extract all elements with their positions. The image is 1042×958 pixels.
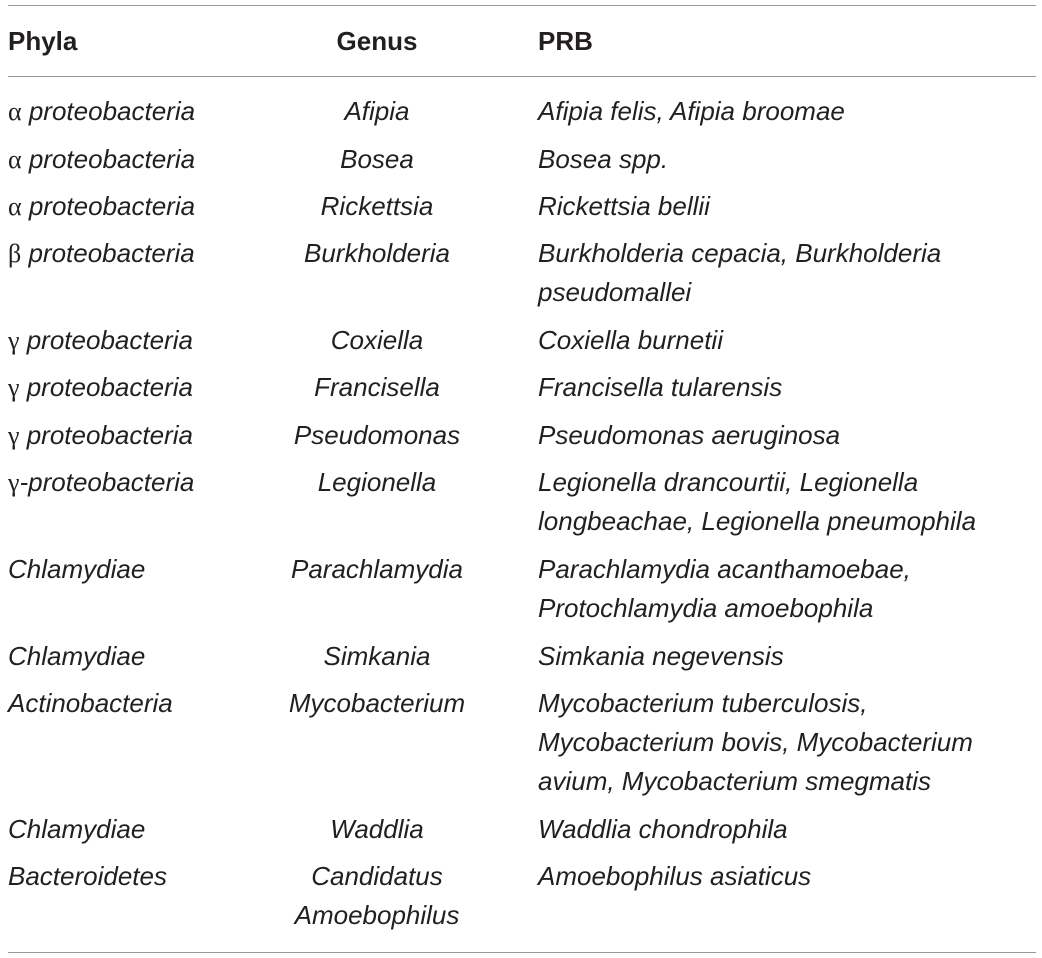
genus-line: Amoebophilus bbox=[294, 900, 460, 930]
cell-phyla bbox=[8, 810, 145, 849]
prb-line: Parachlamydia acanthamoebae, bbox=[538, 554, 911, 584]
cell-prb bbox=[538, 92, 845, 131]
cell-phyla bbox=[8, 321, 193, 360]
genus-line: Burkholderia bbox=[304, 238, 450, 268]
cell-phyla bbox=[8, 368, 193, 407]
prb-line: Mycobacterium bovis, Mycobacterium bbox=[538, 727, 973, 757]
cell-prb bbox=[538, 140, 668, 179]
prb-line: Burkholderia cepacia, Burkholderia bbox=[538, 238, 942, 268]
prb-line: Rickettsia bellii bbox=[538, 191, 710, 221]
cell-phyla bbox=[8, 416, 193, 455]
genus-line: Mycobacterium bbox=[288, 688, 466, 718]
cell-prb bbox=[538, 321, 723, 360]
genus-line: Bosea bbox=[340, 144, 414, 174]
phyla-text: Actinobacteria bbox=[8, 688, 173, 718]
header-prb: PRB bbox=[538, 26, 593, 56]
cell-phyla bbox=[8, 234, 195, 273]
cell-prb bbox=[538, 368, 782, 407]
genus-line: Simkania bbox=[323, 641, 431, 671]
cell-genus bbox=[246, 550, 508, 589]
cell-prb bbox=[538, 187, 710, 226]
cell-phyla bbox=[8, 92, 195, 131]
cell-genus bbox=[246, 637, 508, 676]
table-header-rule bbox=[8, 76, 1036, 77]
cell-phyla bbox=[8, 187, 195, 226]
prb-line: Coxiella burnetii bbox=[538, 325, 723, 355]
cell-genus bbox=[246, 234, 508, 273]
prb-line: pseudomallei bbox=[538, 277, 692, 307]
cell-genus bbox=[246, 684, 508, 723]
cell-genus bbox=[246, 416, 508, 455]
cell-phyla bbox=[8, 550, 145, 589]
cell-phyla bbox=[8, 140, 195, 179]
table-bottom-rule bbox=[8, 952, 1036, 953]
genus-line: Francisella bbox=[314, 372, 440, 402]
phyla-text: Chlamydiae bbox=[8, 641, 146, 671]
cell-phyla bbox=[8, 637, 145, 676]
prb-line: Francisella tularensis bbox=[538, 372, 783, 402]
phyla-text: proteobacteria bbox=[19, 372, 193, 402]
phyla-text: Chlamydiae bbox=[8, 554, 146, 584]
cell-prb bbox=[538, 637, 784, 676]
phyla-text: -proteobacteria bbox=[19, 467, 195, 497]
cell-phyla bbox=[8, 463, 194, 502]
cell-prb bbox=[538, 857, 811, 896]
cell-genus bbox=[246, 463, 508, 502]
greek-prefix: γ bbox=[8, 468, 20, 497]
greek-prefix: γ bbox=[8, 421, 20, 450]
cell-prb bbox=[538, 684, 973, 801]
cell-phyla bbox=[8, 857, 167, 896]
cell-prb bbox=[538, 463, 976, 541]
cell-genus bbox=[246, 810, 508, 849]
cell-prb bbox=[538, 550, 911, 628]
phyla-text: Chlamydiae bbox=[8, 814, 146, 844]
cell-prb bbox=[538, 416, 840, 455]
table-top-rule bbox=[8, 5, 1036, 6]
cell-genus bbox=[246, 187, 508, 226]
phyla-text: proteobacteria bbox=[21, 144, 196, 174]
cell-prb bbox=[538, 810, 788, 849]
prb-line: Simkania negevensis bbox=[538, 641, 784, 671]
genus-line: Rickettsia bbox=[320, 191, 434, 221]
header-phyla: Phyla bbox=[8, 26, 78, 56]
greek-prefix: β bbox=[8, 239, 22, 268]
prb-line: Afipia felis, Afipia broomae bbox=[538, 96, 845, 126]
genus-line: Afipia bbox=[344, 96, 410, 126]
greek-prefix: α bbox=[8, 97, 22, 126]
prb-line: longbeachae, Legionella pneumophila bbox=[538, 506, 977, 536]
phyla-text: Bacteroidetes bbox=[8, 861, 167, 891]
genus-line: Waddlia bbox=[330, 814, 424, 844]
cell-genus bbox=[246, 857, 508, 935]
genus-line: Candidatus bbox=[311, 861, 443, 891]
cell-prb bbox=[538, 234, 941, 312]
prb-line: Protochlamydia amoebophila bbox=[538, 593, 874, 623]
cell-genus bbox=[246, 140, 508, 179]
greek-prefix: α bbox=[8, 192, 22, 221]
cell-phyla bbox=[8, 684, 173, 723]
genus-line: Coxiella bbox=[330, 325, 424, 355]
phyla-text: proteobacteria bbox=[21, 238, 195, 268]
phyla-text: proteobacteria bbox=[21, 191, 196, 221]
phyla-text: proteobacteria bbox=[19, 325, 193, 355]
cell-genus bbox=[246, 321, 508, 360]
genus-line: Pseudomonas bbox=[293, 420, 461, 450]
cell-genus bbox=[246, 368, 508, 407]
phyla-text: proteobacteria bbox=[19, 420, 193, 450]
prb-line: Amoebophilus asiaticus bbox=[538, 861, 812, 891]
prb-line: Bosea spp. bbox=[538, 144, 669, 174]
greek-prefix: γ bbox=[8, 326, 20, 355]
cell-genus bbox=[246, 92, 508, 131]
header-genus: Genus bbox=[336, 26, 418, 56]
prb-line: Pseudomonas aeruginosa bbox=[538, 420, 841, 450]
prb-line: Mycobacterium tuberculosis, bbox=[538, 688, 868, 718]
greek-prefix: α bbox=[8, 145, 22, 174]
prb-line: Waddlia chondrophila bbox=[538, 814, 788, 844]
genus-line: Legionella bbox=[317, 467, 437, 497]
phyla-text: proteobacteria bbox=[21, 96, 196, 126]
greek-prefix: γ bbox=[8, 373, 20, 402]
genus-line: Parachlamydia bbox=[291, 554, 463, 584]
prb-line: avium, Mycobacterium smegmatis bbox=[538, 766, 931, 796]
prb-line: Legionella drancourtii, Legionella bbox=[538, 467, 919, 497]
